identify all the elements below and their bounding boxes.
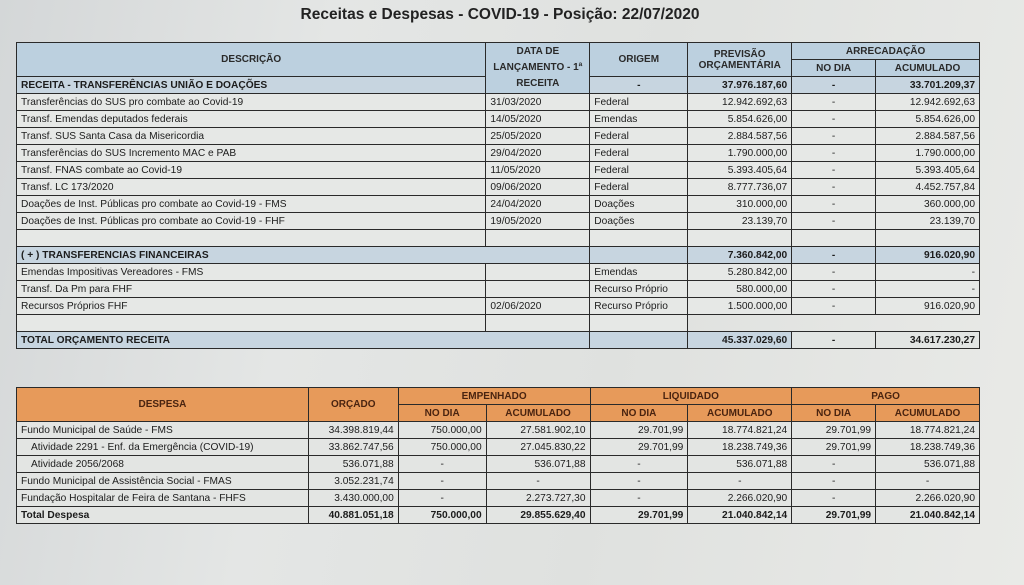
header-liq-acumulado: ACUMULADO	[688, 405, 792, 422]
cell-acumulado: -	[876, 264, 980, 281]
cell-descricao: Doações de Inst. Públicas pro combate ao Covid-19 - FMS	[17, 196, 486, 213]
header-data-lancamento: DATA DE LANÇAMENTO - 1ª RECEITA	[486, 43, 590, 94]
cell-pago-dia: -	[792, 490, 876, 507]
cell-orcado: 34.398.819,44	[308, 422, 398, 439]
cell-pago-acum: 18.238.749,36	[876, 439, 980, 456]
cell-acumulado: 2.884.587,56	[876, 128, 980, 145]
cell-emp-acum: 2.273.727,30	[486, 490, 590, 507]
total-liq-dia: 29.701,99	[590, 507, 688, 524]
cell-despesa: Atividade 2056/2068	[17, 456, 309, 473]
table-row	[17, 128, 980, 145]
blank-row	[17, 230, 980, 247]
section-previsao: 37.976.187,60	[688, 77, 792, 94]
cell-data: 19/05/2020	[486, 213, 590, 230]
cell-data	[486, 264, 590, 281]
section-no-dia: -	[792, 77, 876, 94]
header-liq-no-dia: NO DIA	[590, 405, 688, 422]
total-acumulado: 34.617.230,27	[876, 332, 980, 349]
cell-emp-dia: 750.000,00	[398, 422, 486, 439]
cell-orcado: 3.052.231,74	[308, 473, 398, 490]
cell-liq-dia: -	[590, 490, 688, 507]
cell-origem: Federal	[590, 145, 688, 162]
cell-acumulado: 360.000,00	[876, 196, 980, 213]
cell-origem: Federal	[590, 128, 688, 145]
total-previsao: 45.337.029,60	[688, 332, 792, 349]
cell-liq-dia: 29.701,99	[590, 422, 688, 439]
cell-acumulado: 916.020,90	[876, 298, 980, 315]
cell-liq-acum: 536.071,88	[688, 456, 792, 473]
cell-previsao: 5.854.626,00	[688, 111, 792, 128]
cell-despesa: Fundo Municipal de Assistência Social - FMAS	[17, 473, 309, 490]
section-acumulado: 33.701.209,37	[876, 77, 980, 94]
blank-row	[17, 315, 980, 332]
total-row-despesa	[17, 507, 980, 524]
header-origem: ORIGEM	[590, 43, 688, 77]
cell-origem: Recurso Próprio	[590, 298, 688, 315]
cell-previsao: 580.000,00	[688, 281, 792, 298]
cell-previsao: 23.139,70	[688, 213, 792, 230]
header-previsao: PREVISÃO ORÇAMENTÁRIA	[688, 43, 792, 77]
cell-previsao: 5.280.842,00	[688, 264, 792, 281]
cell-despesa: Fundo Municipal de Saúde - FMS	[17, 422, 309, 439]
cell-emp-acum: 27.581.902,10	[486, 422, 590, 439]
cell-emp-acum: 536.071,88	[486, 456, 590, 473]
despesa-table	[16, 387, 980, 524]
receita-table	[16, 42, 980, 349]
total-liq-acum: 21.040.842,14	[688, 507, 792, 524]
cell-no-dia: -	[792, 213, 876, 230]
cell-pago-dia: 29.701,99	[792, 439, 876, 456]
cell-emp-dia: -	[398, 456, 486, 473]
cell-data: 14/05/2020	[486, 111, 590, 128]
cell-liq-dia: -	[590, 456, 688, 473]
cell-origem: Federal	[590, 94, 688, 111]
header-despesa: DESPESA	[17, 388, 309, 422]
cell-no-dia: -	[792, 196, 876, 213]
cell-orcado: 536.071,88	[308, 456, 398, 473]
header-pago-no-dia: NO DIA	[792, 405, 876, 422]
cell-descricao: Transf. Emendas deputados federais	[17, 111, 486, 128]
cell-emp-acum: -	[486, 473, 590, 490]
total-pago-acum: 21.040.842,14	[876, 507, 980, 524]
total-no-dia: -	[792, 332, 876, 349]
section-label: ( + ) TRANSFERENCIAS FINANCEIRAS	[17, 247, 590, 264]
cell-pago-dia: 29.701,99	[792, 422, 876, 439]
header-acumulado: ACUMULADO	[876, 60, 980, 77]
cell-data: 11/05/2020	[486, 162, 590, 179]
header-empenhado: EMPENHADO	[398, 388, 590, 405]
header-orcado: ORÇADO	[308, 388, 398, 422]
table-row	[17, 490, 980, 507]
cell-emp-acum: 27.045.830,22	[486, 439, 590, 456]
cell-descricao: Transf. SUS Santa Casa da Misericordia	[17, 128, 486, 145]
cell-liq-acum: -	[688, 473, 792, 490]
cell-acumulado: 4.452.757,84	[876, 179, 980, 196]
cell-emp-dia: -	[398, 473, 486, 490]
cell-acumulado: -	[876, 281, 980, 298]
table-row	[17, 145, 980, 162]
cell-acumulado: 1.790.000,00	[876, 145, 980, 162]
cell-previsao: 1.500.000,00	[688, 298, 792, 315]
cell-liq-acum: 2.266.020,90	[688, 490, 792, 507]
cell-acumulado: 5.854.626,00	[876, 111, 980, 128]
section-row-transferencias-financeiras	[17, 247, 980, 264]
section-previsao: 7.360.842,00	[688, 247, 792, 264]
cell-no-dia: -	[792, 281, 876, 298]
cell-no-dia: -	[792, 128, 876, 145]
section-acumulado: 916.020,90	[876, 247, 980, 264]
section-no-dia: -	[792, 247, 876, 264]
table-row	[17, 196, 980, 213]
cell-emp-dia: 750.000,00	[398, 439, 486, 456]
cell-no-dia: -	[792, 179, 876, 196]
cell-descricao: Transferências do SUS Incremento MAC e PAB	[17, 145, 486, 162]
table-row	[17, 456, 980, 473]
table-row	[17, 281, 980, 298]
cell-origem: Doações	[590, 213, 688, 230]
cell-pago-acum: 2.266.020,90	[876, 490, 980, 507]
cell-liq-acum: 18.238.749,36	[688, 439, 792, 456]
cell-orcado: 33.862.747,56	[308, 439, 398, 456]
total-pago-dia: 29.701,99	[792, 507, 876, 524]
cell-descricao: Doações de Inst. Públicas pro combate ao Covid-19 - FHF	[17, 213, 486, 230]
cell-acumulado: 5.393.405,64	[876, 162, 980, 179]
header-arrecadacao: ARRECADAÇÃO	[792, 43, 980, 60]
cell-descricao: Recursos Próprios FHF	[17, 298, 486, 315]
total-emp-dia: 750.000,00	[398, 507, 486, 524]
cell-data: 24/04/2020	[486, 196, 590, 213]
cell-no-dia: -	[792, 111, 876, 128]
cell-previsao: 8.777.736,07	[688, 179, 792, 196]
cell-previsao: 1.790.000,00	[688, 145, 792, 162]
cell-origem: Doações	[590, 196, 688, 213]
total-row-receita	[17, 332, 980, 349]
cell-data: 09/06/2020	[486, 179, 590, 196]
cell-no-dia: -	[792, 264, 876, 281]
cell-no-dia: -	[792, 298, 876, 315]
cell-emp-dia: -	[398, 490, 486, 507]
cell-pago-dia: -	[792, 456, 876, 473]
table-row	[17, 439, 980, 456]
total-emp-acum: 29.855.629,40	[486, 507, 590, 524]
cell-liq-acum: 18.774.821,24	[688, 422, 792, 439]
cell-despesa: Atividade 2291 - Enf. da Emergência (COVID-19)	[17, 439, 309, 456]
cell-previsao: 5.393.405,64	[688, 162, 792, 179]
section-origem: -	[590, 77, 688, 94]
cell-no-dia: -	[792, 162, 876, 179]
cell-descricao: Transf. LC 173/2020	[17, 179, 486, 196]
cell-data: 31/03/2020	[486, 94, 590, 111]
cell-liq-dia: -	[590, 473, 688, 490]
cell-pago-acum: 536.071,88	[876, 456, 980, 473]
table-row	[17, 213, 980, 230]
cell-previsao: 12.942.692,63	[688, 94, 792, 111]
cell-acumulado: 23.139,70	[876, 213, 980, 230]
header-pago: PAGO	[792, 388, 980, 405]
cell-pago-acum: 18.774.821,24	[876, 422, 980, 439]
cell-orcado: 3.430.000,00	[308, 490, 398, 507]
cell-previsao: 310.000,00	[688, 196, 792, 213]
table-row	[17, 264, 980, 281]
cell-origem: Federal	[590, 179, 688, 196]
table-row	[17, 473, 980, 490]
table-row	[17, 179, 980, 196]
cell-data: 02/06/2020	[486, 298, 590, 315]
cell-pago-acum: -	[876, 473, 980, 490]
cell-previsao: 2.884.587,56	[688, 128, 792, 145]
cell-origem: Emendas	[590, 264, 688, 281]
header-emp-no-dia: NO DIA	[398, 405, 486, 422]
header-emp-acumulado: ACUMULADO	[486, 405, 590, 422]
header-descricao: DESCRIÇÃO	[17, 43, 486, 77]
cell-descricao: Transferências do SUS pro combate ao Covid-19	[17, 94, 486, 111]
table-row	[17, 162, 980, 179]
cell-descricao: Emendas Impositivas Vereadores - FMS	[17, 264, 486, 281]
cell-no-dia: -	[792, 94, 876, 111]
table-row	[17, 298, 980, 315]
cell-descricao: Transf. Da Pm para FHF	[17, 281, 486, 298]
cell-origem: Federal	[590, 162, 688, 179]
cell-acumulado: 12.942.692,63	[876, 94, 980, 111]
cell-data: 25/05/2020	[486, 128, 590, 145]
cell-origem: Recurso Próprio	[590, 281, 688, 298]
page-title: Receitas e Despesas - COVID-19 - Posição: 22/07/2020	[300, 6, 700, 23]
header-pago-acumulado: ACUMULADO	[876, 405, 980, 422]
cell-pago-dia: -	[792, 473, 876, 490]
table-row	[17, 111, 980, 128]
cell-descricao: Transf. FNAS combate ao Covid-19	[17, 162, 486, 179]
total-label: Total Despesa	[17, 507, 309, 524]
cell-no-dia: -	[792, 145, 876, 162]
section-label: RECEITA - TRANSFERÊNCIAS UNIÃO E DOAÇÕES	[17, 77, 486, 94]
table-row	[17, 94, 980, 111]
cell-data	[486, 281, 590, 298]
total-label: TOTAL ORÇAMENTO RECEITA	[17, 332, 590, 349]
cell-liq-dia: 29.701,99	[590, 439, 688, 456]
cell-data: 29/04/2020	[486, 145, 590, 162]
cell-origem: Emendas	[590, 111, 688, 128]
total-orcado: 40.881.051,18	[308, 507, 398, 524]
header-liquidado: LIQUIDADO	[590, 388, 792, 405]
header-no-dia: NO DIA	[792, 60, 876, 77]
cell-despesa: Fundação Hospitalar de Feira de Santana - FHFS	[17, 490, 309, 507]
table-row	[17, 422, 980, 439]
